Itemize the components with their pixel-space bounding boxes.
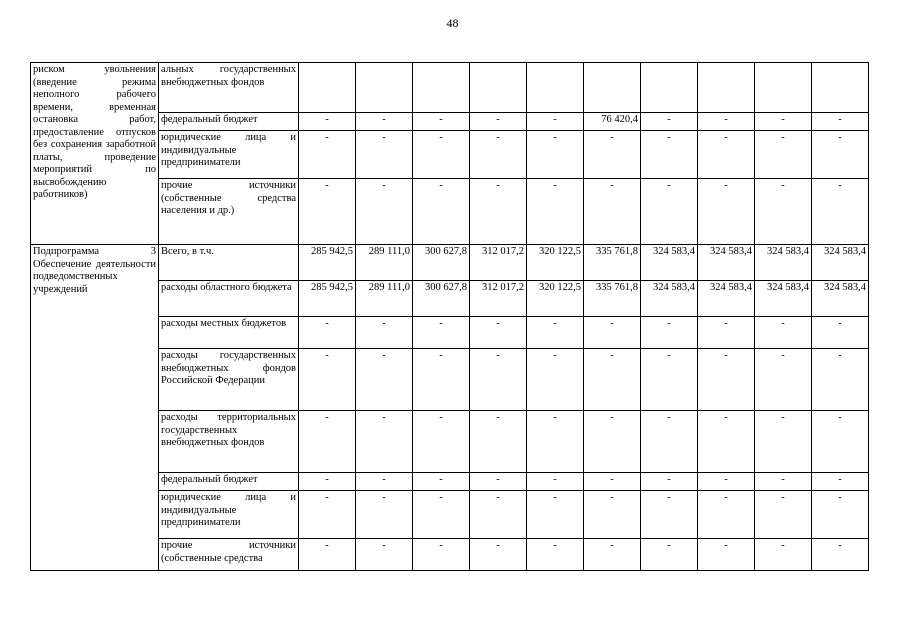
value-cell: - [584,317,641,349]
value-cell [755,63,812,113]
value-cell: - [527,317,584,349]
value-cell: - [698,113,755,131]
value-cell: - [812,491,869,539]
value-cell: 320 122,5 [527,281,584,317]
value-cell: - [470,539,527,571]
value-cell: - [755,411,812,473]
value-cell: - [584,473,641,491]
value-cell [584,63,641,113]
row-label: юридические лица и индивидуальные предприниматели [159,491,299,539]
value-cell: - [356,411,413,473]
value-cell: - [299,131,356,179]
value-cell: 300 627,8 [413,281,470,317]
value-cell: - [413,113,470,131]
value-cell: 320 122,5 [527,245,584,281]
measure-description: риском увольнения (введение режима неполного рабочего времени, временная остановка работ, предоставление отпусков без сохранения заработной платы, проведение мероприятий по высвобождению работников) [31,63,159,245]
page-number: 48 [446,16,459,30]
value-cell [641,63,698,113]
value-cell: - [812,349,869,411]
value-cell: - [641,411,698,473]
value-cell: - [413,539,470,571]
row-label: федеральный бюджет [159,113,299,131]
value-cell: - [470,349,527,411]
value-cell: 285 942,5 [299,281,356,317]
value-cell: - [299,317,356,349]
value-cell: - [584,131,641,179]
value-cell [698,63,755,113]
value-cell: - [812,113,869,131]
value-cell: - [755,349,812,411]
value-cell: - [812,317,869,349]
row-label: юридические лица и индивидуальные предприниматели [159,131,299,179]
value-cell: - [470,411,527,473]
value-cell: - [641,539,698,571]
value-cell: - [755,131,812,179]
value-cell: 312 017,2 [470,245,527,281]
value-cell: - [812,131,869,179]
value-cell: - [698,539,755,571]
value-cell: - [584,539,641,571]
value-cell: 312 017,2 [470,281,527,317]
row-label: расходы областного бюджета [159,281,299,317]
value-cell: 324 583,4 [812,245,869,281]
value-cell: - [470,491,527,539]
value-cell [812,63,869,113]
row-label: расходы территориальных государственных внебюджетных фондов [159,411,299,473]
value-cell: - [356,113,413,131]
value-cell: - [812,179,869,245]
value-cell: - [299,113,356,131]
value-cell: - [527,539,584,571]
value-cell: 76 420,4 [584,113,641,131]
value-cell: - [584,179,641,245]
value-cell: - [413,411,470,473]
value-cell: - [413,349,470,411]
value-cell: - [698,349,755,411]
row-label: Всего, в т.ч. [159,245,299,281]
funding-table [30,62,869,571]
value-cell: - [584,491,641,539]
value-cell: - [812,539,869,571]
value-cell: - [641,131,698,179]
value-cell [413,63,470,113]
value-cell: - [470,113,527,131]
table-row [31,245,869,281]
value-cell [527,63,584,113]
value-cell: - [812,411,869,473]
value-cell: - [641,317,698,349]
value-cell: - [356,349,413,411]
value-cell: - [641,179,698,245]
value-cell: - [527,131,584,179]
value-cell: 324 583,4 [698,281,755,317]
value-cell: - [527,179,584,245]
value-cell: - [755,473,812,491]
table-body [31,63,869,571]
value-cell: - [755,539,812,571]
subprogram-title: Подпрограмма 3 Обеспечение деятельности подведомственных учреждений [31,245,159,571]
value-cell: - [527,113,584,131]
value-cell: - [527,491,584,539]
value-cell: - [755,113,812,131]
value-cell: 300 627,8 [413,245,470,281]
value-cell [299,63,356,113]
value-cell: - [470,131,527,179]
value-cell: - [356,317,413,349]
value-cell: - [299,473,356,491]
row-label: федеральный бюджет [159,473,299,491]
value-cell: - [584,411,641,473]
value-cell: - [470,473,527,491]
value-cell: 324 583,4 [641,281,698,317]
value-cell: - [698,473,755,491]
value-cell: - [470,317,527,349]
value-cell [470,63,527,113]
value-cell: 324 583,4 [755,281,812,317]
value-cell: - [413,317,470,349]
value-cell: - [755,179,812,245]
value-cell: - [641,473,698,491]
value-cell: - [527,473,584,491]
value-cell: - [527,411,584,473]
value-cell: - [470,179,527,245]
value-cell: - [812,473,869,491]
value-cell: 324 583,4 [641,245,698,281]
value-cell: - [641,491,698,539]
value-cell: 289 111,0 [356,245,413,281]
value-cell: 285 942,5 [299,245,356,281]
value-cell: - [698,491,755,539]
value-cell: - [299,491,356,539]
value-cell: - [299,179,356,245]
value-cell: - [413,473,470,491]
value-cell: 324 583,4 [698,245,755,281]
value-cell: - [755,491,812,539]
value-cell: 324 583,4 [755,245,812,281]
value-cell: - [299,411,356,473]
value-cell: - [698,131,755,179]
value-cell: - [698,317,755,349]
value-cell: - [413,131,470,179]
value-cell: - [356,179,413,245]
value-cell: 324 583,4 [812,281,869,317]
row-label: расходы местных бюджетов [159,317,299,349]
value-cell: - [356,473,413,491]
row-label: прочие источники (собственные средства населения и др.) [159,179,299,245]
value-cell: - [698,179,755,245]
value-cell: - [413,491,470,539]
value-cell: - [299,539,356,571]
value-cell: - [356,131,413,179]
value-cell: - [584,349,641,411]
value-cell: 335 761,8 [584,281,641,317]
row-label: прочие источники (собственные средства [159,539,299,571]
value-cell: - [356,539,413,571]
value-cell [356,63,413,113]
row-label: альных государственных внебюджетных фондов [159,63,299,113]
value-cell: 289 111,0 [356,281,413,317]
value-cell: - [299,349,356,411]
value-cell: - [698,411,755,473]
value-cell: - [755,317,812,349]
value-cell: - [413,179,470,245]
value-cell: - [641,113,698,131]
row-label: расходы государственных внебюджетных фондов Российской Федерации [159,349,299,411]
table-row [31,63,869,113]
value-cell: - [356,491,413,539]
value-cell: - [527,349,584,411]
value-cell: 335 761,8 [584,245,641,281]
value-cell: - [641,349,698,411]
